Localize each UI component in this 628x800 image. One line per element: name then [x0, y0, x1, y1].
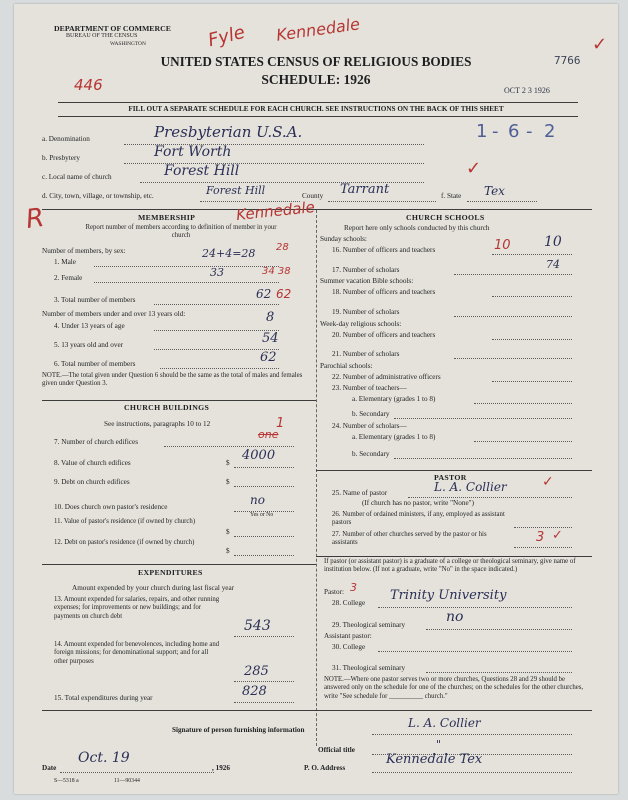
- q16-label: 16. Number of officers and teachers: [332, 246, 436, 254]
- q5-label: 5. 13 years old and over: [54, 341, 124, 349]
- q1-value: 24+4=28: [202, 247, 256, 260]
- po-address-value: Kennedale Tex: [386, 752, 483, 767]
- expenditures-intro: Amount expended by your church during last fiscal year: [72, 584, 235, 592]
- county-value: Tarrant: [340, 182, 390, 197]
- q25-value: L. A. Collier: [434, 480, 507, 494]
- expenditures-title: EXPENDITURES: [138, 568, 203, 577]
- q7-value: one: [258, 428, 279, 441]
- handwritten-r: R: [24, 202, 47, 236]
- red-check-q27: ✓: [552, 528, 563, 543]
- q14-value: 285: [244, 664, 269, 679]
- q28-label: 28. College: [332, 599, 366, 607]
- q24-label: 24. Number of scholars—: [332, 422, 407, 430]
- sunday-label: Sunday schools:: [320, 235, 367, 243]
- q23-label: 23. Number of teachers—: [332, 384, 407, 392]
- q8-dollar: $: [226, 459, 230, 467]
- q10-choices: Yes or No: [250, 512, 274, 518]
- buildings-intro: See instructions, paragraphs 10 to 12: [104, 420, 211, 428]
- q13-value: 543: [244, 618, 271, 634]
- q7-label: 7. Number of church edifices: [54, 438, 139, 446]
- membership-note: NOTE.—The total given under Question 6 should be the same as the total of males and females given under Question 3.: [42, 372, 303, 388]
- q25-sub-label: (If church has no pastor, write "None"): [362, 499, 474, 507]
- q25-label: 25. Name of pastor: [332, 489, 388, 497]
- by-sex-label: Number of members, by sex:: [42, 247, 126, 255]
- red-check-top: ✓: [592, 34, 608, 55]
- instruction-line: FILL OUT A SEPARATE SCHEDULE FOR EACH CHURCH. SEE INSTRUCTIONS ON THE BACK OF THIS SHEET: [128, 105, 504, 113]
- q31-label: 31. Theological seminary: [332, 664, 406, 672]
- signature-label: Signature of person furnishing information: [172, 726, 305, 734]
- city-label: WASHINGTON: [110, 41, 146, 47]
- age-intro-label: Number of members under and over 13 years old:: [42, 310, 186, 318]
- q26-label: 26. Number of ordained ministers, if any, employed as assistant pastors: [332, 511, 505, 527]
- signature-value: L. A. Collier: [408, 716, 481, 730]
- q27-label: 27. Number of other churches served by the pastor or his assistants: [332, 531, 487, 547]
- q4-label: 4. Under 13 years of age: [54, 322, 125, 330]
- q6-label: 6. Total number of members: [54, 360, 136, 368]
- red-check-pastor: ✓: [542, 474, 554, 490]
- q11-dollar: $: [226, 528, 230, 536]
- q13-label: 13. Amount expended for salaries, repairs, and other running expenses; for improvements or new buildings; and for payments on church debt: [54, 596, 220, 620]
- membership-intro: Report number of members according to definition of member in your church: [85, 224, 277, 240]
- q3-red-value: 62: [276, 287, 292, 301]
- denomination-label: a. Denomination: [42, 135, 90, 143]
- q28-value: Trinity University: [390, 588, 507, 603]
- q2-label: 2. Female: [54, 274, 83, 282]
- bureau-label: BUREAU OF THE CENSUS: [66, 33, 138, 39]
- handwritten-kennedale-membership: Kennedale: [235, 197, 316, 225]
- q2-value: 33: [210, 266, 224, 279]
- q24a-label: a. Elementary (grades 1 to 8): [352, 433, 436, 441]
- department-label: DEPARTMENT OF COMMERCE: [54, 24, 171, 33]
- q7-red-value: 1: [276, 416, 285, 431]
- schedule-number-stamp: 7766: [554, 54, 581, 67]
- q23b-label: b. Secondary: [352, 410, 390, 418]
- form-number: S—5318 a: [54, 778, 79, 784]
- city-town-value: Forest Hill: [206, 184, 266, 197]
- presbytery-value: Fort Worth: [154, 144, 232, 160]
- q10-label: 10. Does church own pastor's residence: [54, 503, 168, 511]
- parochial-label: Parochial schools:: [320, 362, 373, 370]
- q28-red-mark: 3: [350, 581, 357, 594]
- q20-label: 20. Number of officers and teachers: [332, 331, 436, 339]
- local-name-value: Forest Hill: [164, 163, 240, 179]
- graduate-intro: If pastor (or assistant pastor) is a graduate of a college or theological seminary, give name of institution below. (If not a graduate, write "No" in the space indicated.): [324, 558, 576, 574]
- q5-value: 54: [262, 331, 279, 346]
- q11-label: 11. Value of pastor's residence (if owned by church): [54, 518, 196, 525]
- q16-red-value: 10: [494, 238, 511, 253]
- print-number: 11—90344: [114, 778, 140, 784]
- q19-label: 19. Number of scholars: [332, 308, 400, 316]
- q15-label: 15. Total expenditures during year: [54, 694, 153, 702]
- code-dash-2: -: [526, 121, 533, 142]
- q21-label: 21. Number of scholars: [332, 350, 400, 358]
- q3-value: 62: [256, 287, 272, 301]
- q24b-label: b. Secondary: [352, 450, 390, 458]
- q17-label: 17. Number of scholars: [332, 266, 400, 274]
- weekday-label: Week-day religious schools:: [320, 320, 402, 328]
- q15-value: 828: [242, 684, 267, 699]
- code-6: 6: [508, 121, 520, 142]
- schedule-title: SCHEDULE: 1926: [261, 72, 371, 87]
- date-label: Date: [42, 764, 57, 772]
- handwritten-top-note: Fyle: [206, 21, 248, 52]
- po-address-label: P. O. Address: [304, 764, 346, 772]
- q29-value: no: [446, 609, 464, 625]
- q3-label: 3. Total number of members: [54, 296, 136, 304]
- q18-label: 18. Number of officers and teachers: [332, 288, 436, 296]
- q14-label: 14. Amount expended for benevolences, including home and foreign missions; for denominational support; and for all other purposes: [54, 641, 220, 665]
- q30-label: 30. College: [332, 643, 366, 651]
- city-town-label: d. City, town, village, or township, etc.: [42, 192, 154, 200]
- q10-value: no: [250, 493, 265, 507]
- date-value: Oct. 19: [78, 750, 130, 766]
- q8-value: 4000: [242, 448, 276, 463]
- summer-label: Summer vacation Bible schools:: [320, 277, 414, 285]
- date-year: , 1926: [212, 764, 230, 772]
- official-title-label: Official title: [318, 746, 355, 754]
- q4-value: 8: [266, 310, 275, 325]
- state-label: f. State: [441, 192, 462, 200]
- buildings-title: CHURCH BUILDINGS: [124, 403, 210, 412]
- received-date-stamp: OCT 2 3 1926: [504, 86, 550, 95]
- code-1: 1: [476, 121, 488, 142]
- handwritten-kennedale-top: Kennedale: [275, 14, 362, 45]
- q17-value: 74: [546, 258, 560, 271]
- pastor-note: NOTE.—Where one pastor serves two or more churches, Questions 28 and 29 should be answered only on the schedule for one of the churches; on the schedules for the other churches, write "See schedule for __________ church.": [324, 676, 584, 700]
- state-value: Tex: [484, 184, 505, 198]
- code-dash-1: -: [492, 121, 499, 142]
- presbytery-label: b. Presbytery: [42, 154, 80, 162]
- q1-label: 1. Male: [54, 258, 76, 266]
- q1-red-value: 28: [276, 242, 289, 253]
- pastor-title: PASTOR: [434, 473, 467, 482]
- q12-label: 12. Debt on pastor's residence (if owned by church): [54, 539, 195, 546]
- q22-label: 22. Number of administrative officers: [332, 373, 441, 381]
- q9-label: 9. Debt on church edifices: [54, 478, 130, 486]
- local-name-label: c. Local name of church: [42, 173, 112, 181]
- census-schedule-sheet: [14, 4, 618, 794]
- q6-value: 62: [260, 350, 277, 365]
- schools-title: CHURCH SCHOOLS: [406, 213, 485, 222]
- q23a-label: a. Elementary (grades 1 to 8): [352, 395, 436, 403]
- assistant-pastor-label: Assistant pastor:: [324, 632, 372, 640]
- q29-label: 29. Theological seminary: [332, 621, 406, 629]
- schools-intro: Report here only schools conducted by this church: [344, 224, 490, 232]
- handwritten-446: 446: [74, 76, 103, 94]
- red-check-local: ✓: [466, 158, 482, 179]
- pastor-sub-label: Pastor:: [324, 588, 344, 596]
- denomination-value: Presbyterian U.S.A.: [154, 123, 303, 141]
- q2-red-value: 34 38: [262, 266, 291, 277]
- q12-dollar: $: [226, 547, 230, 555]
- official-title-value: ": [436, 738, 442, 751]
- q9-dollar: $: [226, 478, 230, 486]
- q8-label: 8. Value of church edifices: [54, 459, 131, 467]
- county-label: County: [302, 192, 324, 200]
- q16-value: 10: [544, 234, 562, 250]
- form-title: UNITED STATES CENSUS OF RELIGIOUS BODIES: [160, 54, 472, 69]
- q27-value: 3: [536, 530, 545, 545]
- membership-title: MEMBERSHIP: [138, 213, 196, 222]
- code-2: 2: [544, 121, 556, 142]
